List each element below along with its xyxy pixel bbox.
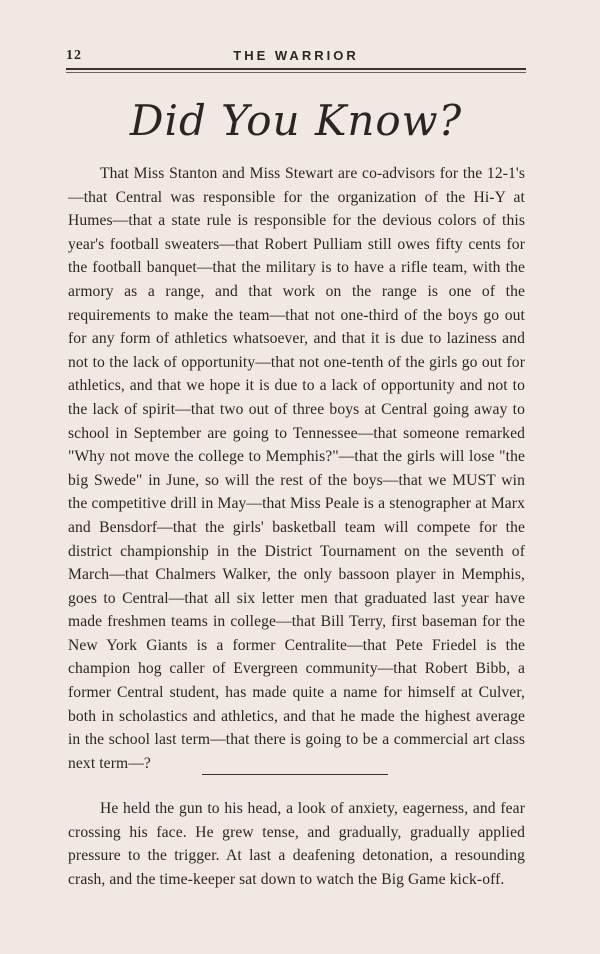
article-title: Did You Know? (129, 96, 463, 145)
page-number: 12 (66, 48, 82, 63)
page-header (66, 48, 526, 68)
header-rule-thin (66, 72, 526, 73)
running-title: THE WARRIOR (233, 48, 359, 63)
section-divider (202, 774, 388, 775)
anecdote-paragraph: He held the gun to his head, a look of anxiety, eagerness, and fear crossing his face. He grew tense, and gradually, gradually applied pressure to the trigger. At last a deafening detonation, a resounding crash, and the time-keeper sat down to watch the Big Game kick-off. (68, 800, 525, 888)
header-rule (66, 68, 526, 70)
article-paragraph: That Miss Stanton and Miss Stewart are co-advisors for the 12-1's—that Central was responsible for the organization of the Hi-Y at Humes—that a state rule is responsible for the devious colors of this year's football sweaters—that Robert Pulliam still owes fifty cents for the football banquet—that the military is to have a rifle team, with the armory as a range, and that work on the range is one of the requirements to make the team—that not one-third of the boys go out for any form of athletics whatsoever, and that it is due to laziness and not to the lack of opportunity—that not one-tenth of the girls go out for athletics, and that we hope it is due to a lack of opportunity and not to the lack of spirit—that two out of three boys at Central going away to school in September are going to Tennessee—that someone remarked "Why not move the college to Memphis?"—that the girls will lose "the big Swede" in June, so will the rest of the boys—that we MUST win the competitive drill in May—that Miss Peale is a stenographer at Marx and Bensdorf—that the girls' basketball team will compete for the district championship in the District Tournament on the seventh of March—that Chalmers Walker, the only bassoon player in Memphis, goes to Central—that all six letter men that graduated last year have made freshmen teams in college—that Bill Terry, first baseman for the New York Giants is a former Centralite—that Pete Friedel is the champion hog caller of Evergreen community—that Robert Bibb, a former Central student, has made quite a name for himself at Culver, both in scholastics and athletics, and that he made the highest average in the school last term—that there is going to be a commercial art class next term—? (68, 165, 525, 772)
